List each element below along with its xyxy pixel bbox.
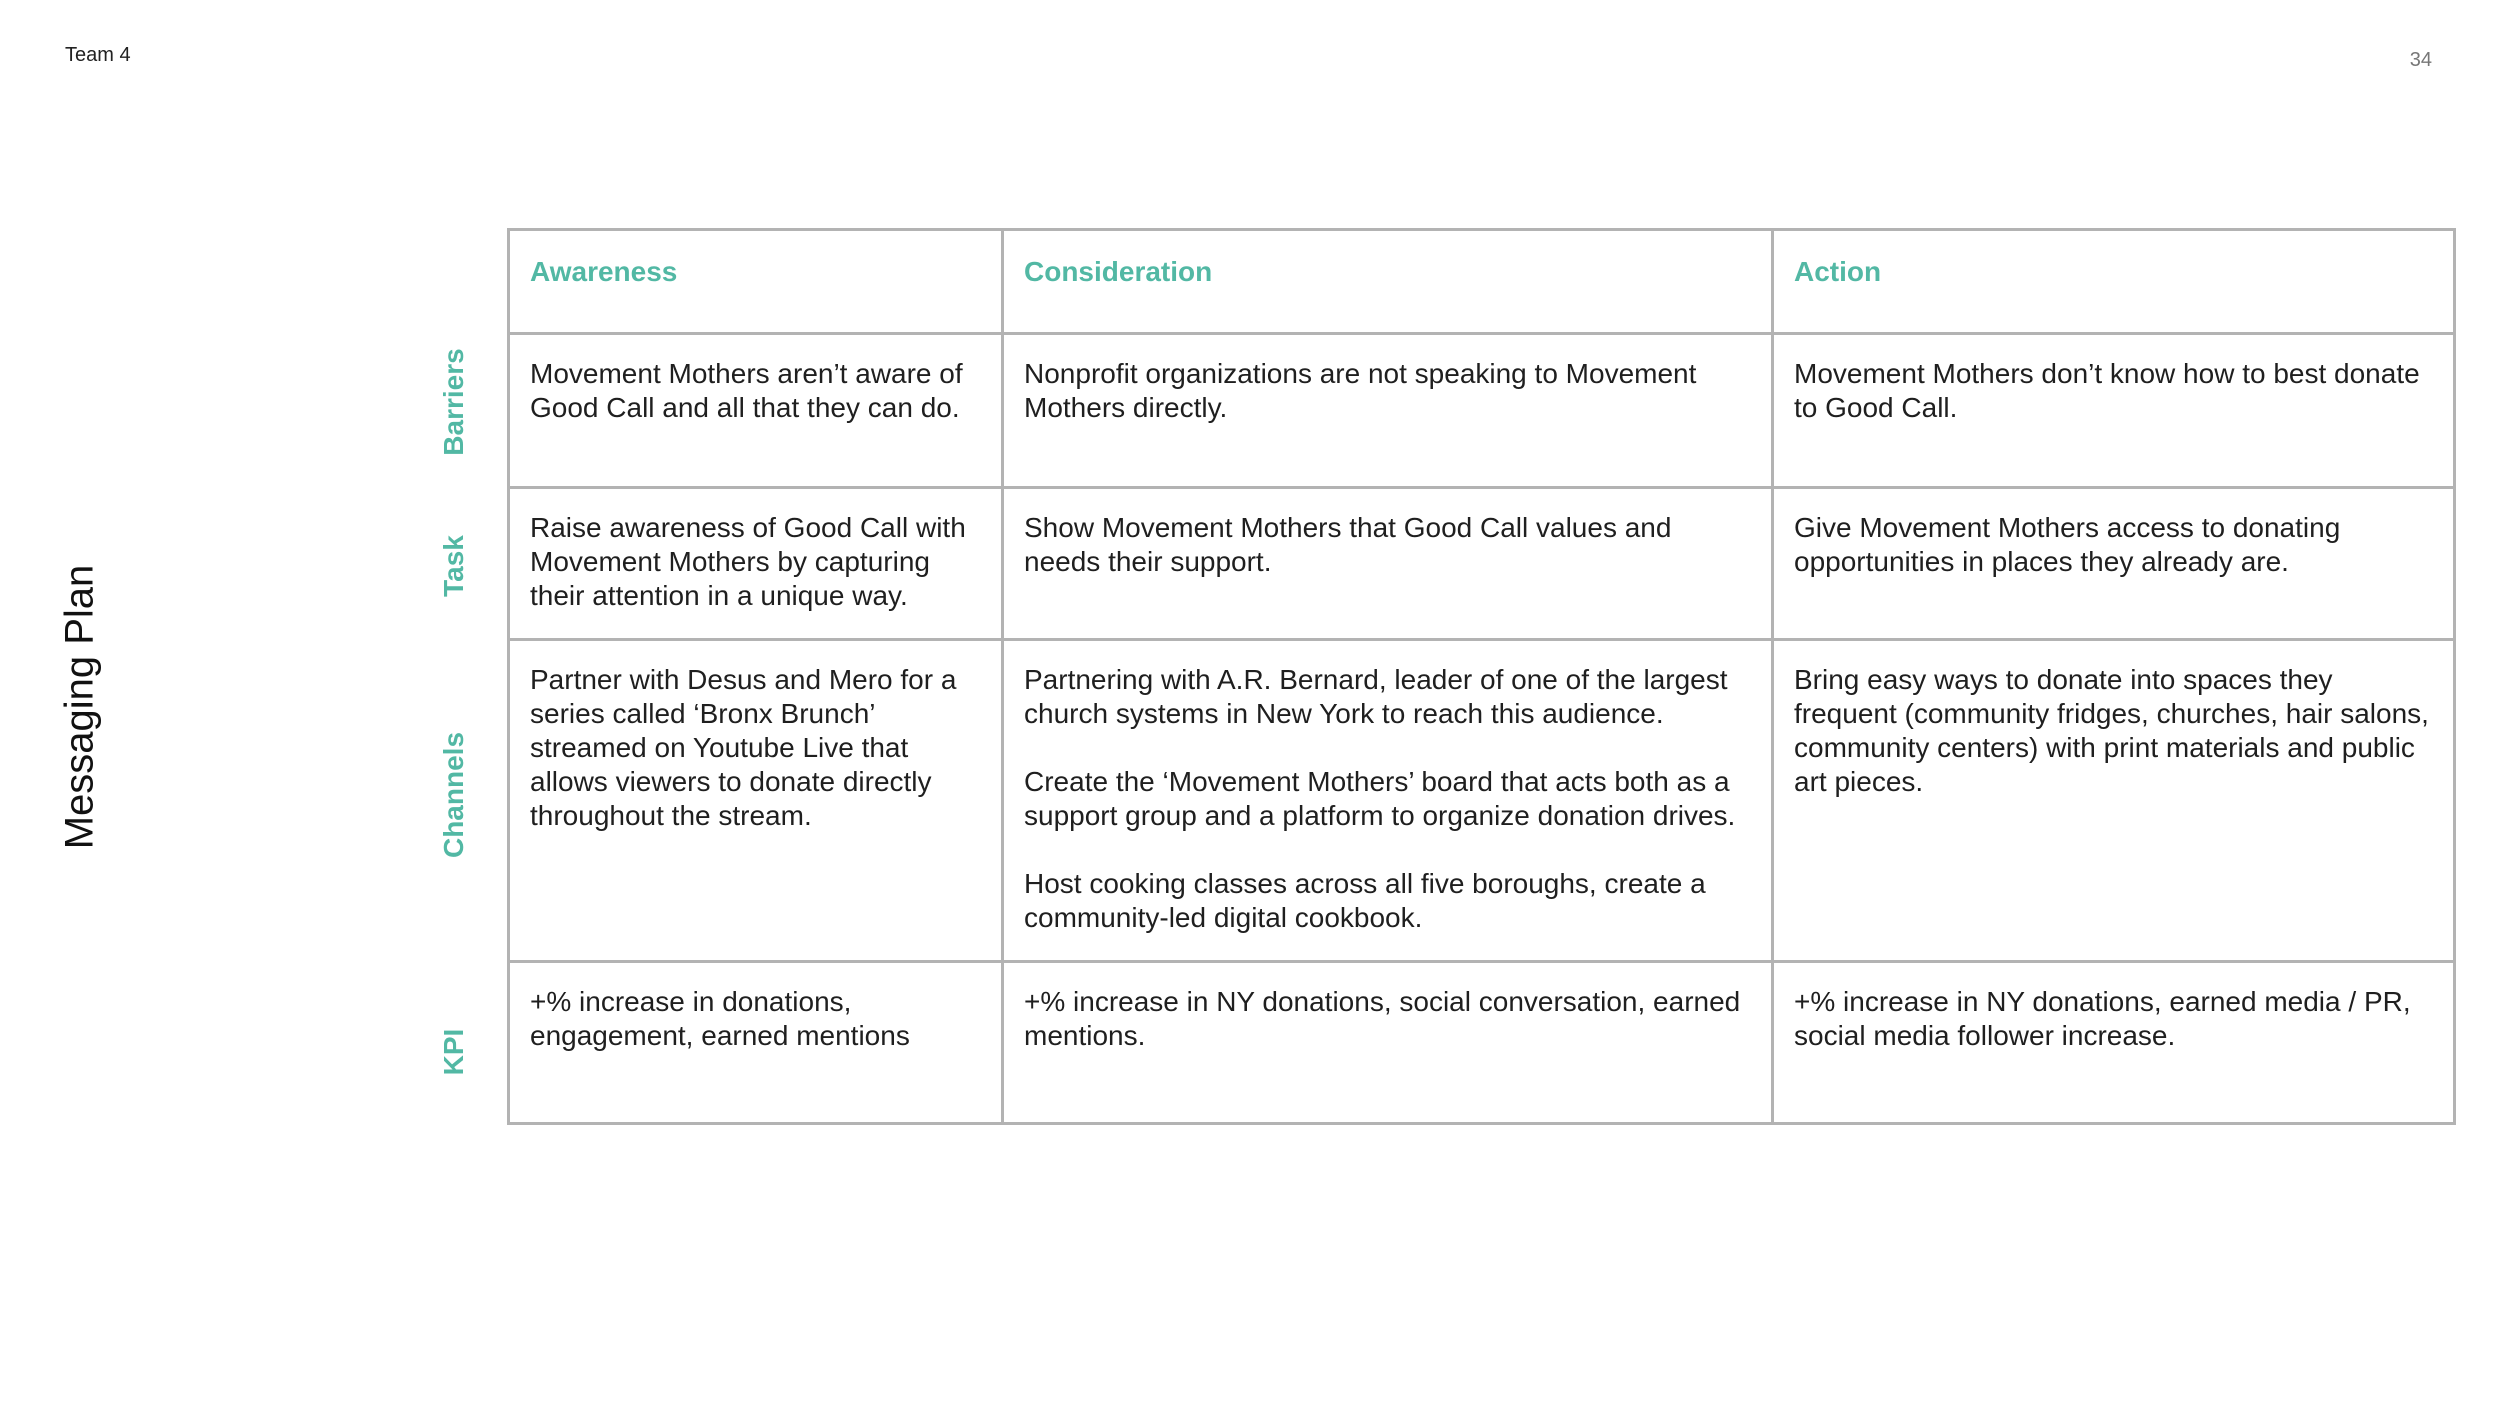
table-cell — [1773, 962, 2455, 1124]
cell-text: Bring easy ways to donate into spaces they frequent (community fridges, churches, hair salons, community centers) with print materials and public art pieces. — [1794, 664, 2429, 797]
table-cell — [1773, 334, 2455, 488]
cell-text: Nonprofit organizations are not speaking to Movement Mothers directly. — [1024, 358, 1697, 423]
row-label-barriers: Barriers — [438, 348, 469, 456]
table-cell — [1003, 334, 1773, 488]
table-cell — [1003, 962, 1773, 1124]
table-row-channels — [509, 640, 2455, 962]
row-label-kpi: KPI — [438, 1028, 469, 1076]
table-row-task — [509, 488, 2455, 640]
table-cell — [1773, 640, 2455, 962]
cell-text: Partner with Desus and Mero for a series called ‘Bronx Brunch’ streamed on Youtube Live that allows viewers to donate directly throughout the stream. — [530, 664, 957, 831]
cell-text: Partnering with A.R. Bernard, leader of one of the largest church systems in New York to reach this audience. Create the ‘Movement Mothers’ board that acts both as a support group and a platform to organize donation drives. Host cooking classes across all five boroughs, create a community-led digital cookbook. — [1024, 664, 1736, 933]
messaging-plan-table — [507, 228, 2456, 1125]
table-cell — [509, 488, 1003, 640]
table-cell — [1773, 488, 2455, 640]
table-header-row — [509, 230, 2455, 334]
table-row-barriers — [509, 334, 2455, 488]
cell-text: Raise awareness of Good Call with Movement Mothers by capturing their attention in a unique way. — [530, 512, 966, 611]
table-cell — [1003, 640, 1773, 962]
cell-text: Movement Mothers don’t know how to best donate to Good Call. — [1794, 358, 2420, 423]
cell-text: Movement Mothers aren’t aware of Good Call and all that they can do. — [530, 358, 963, 423]
table-cell — [1003, 488, 1773, 640]
cell-text: +% increase in NY donations, earned media / PR, social media follower increase. — [1794, 986, 2411, 1051]
table-cell — [509, 962, 1003, 1124]
cell-text: Give Movement Mothers access to donating opportunities in places they already are. — [1794, 512, 2341, 577]
column-header-consideration: Consideration — [1003, 230, 1773, 334]
table-cell — [509, 640, 1003, 962]
page-number: 34 — [2409, 49, 2432, 71]
page-title: Messaging Plan — [57, 564, 102, 850]
cell-text: Show Movement Mothers that Good Call values and needs their support. — [1024, 512, 1672, 577]
row-label-task: Task — [438, 535, 469, 597]
column-header-awareness: Awareness — [509, 230, 1003, 334]
team-label: Team 4 — [65, 44, 131, 66]
table-cell — [509, 334, 1003, 488]
column-header-action: Action — [1773, 230, 2455, 334]
table-row-kpi — [509, 962, 2455, 1124]
cell-text: +% increase in donations, engagement, earned mentions — [530, 986, 910, 1051]
row-label-channels: Channels — [438, 731, 469, 859]
cell-text: +% increase in NY donations, social conversation, earned mentions. — [1024, 986, 1741, 1051]
